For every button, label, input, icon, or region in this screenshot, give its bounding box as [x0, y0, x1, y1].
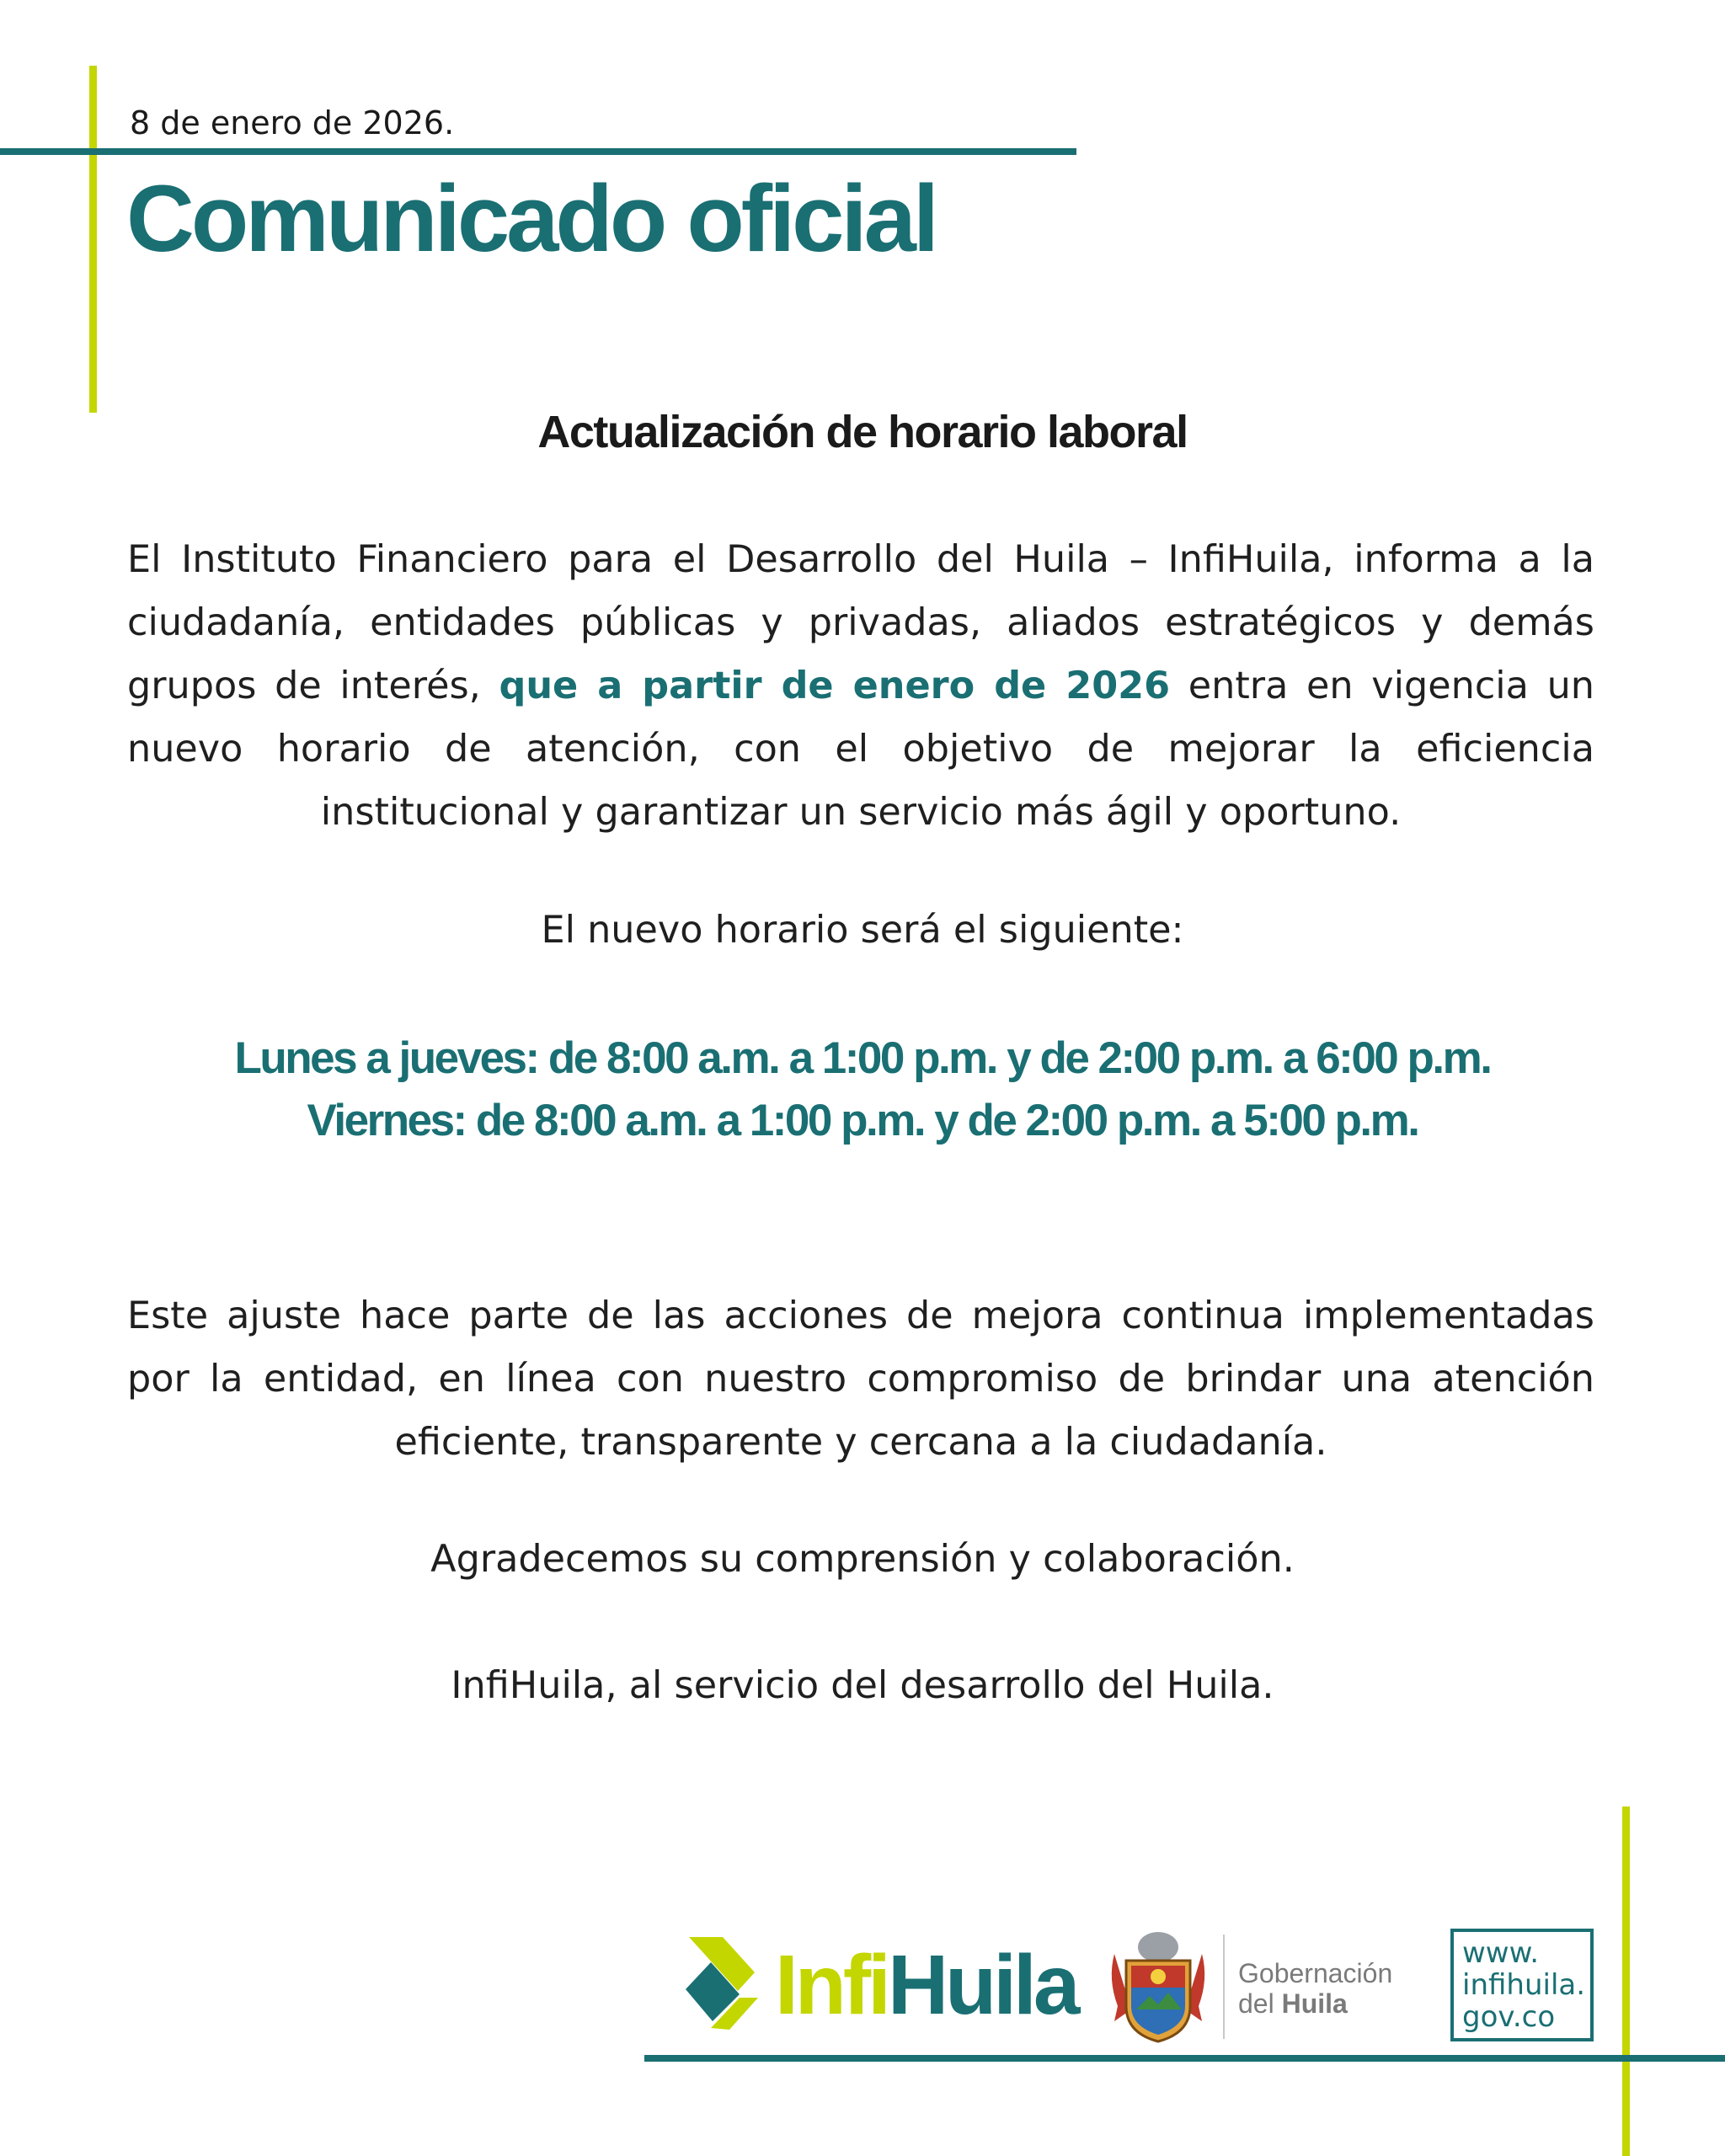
infihuila-logo-part1: Infi [775, 1938, 888, 2032]
huila-coat-of-arms-icon [1106, 1929, 1210, 2047]
schedule-line-friday: Viernes: de 8:00 a.m. a 1:00 p.m. y de 2:00 p.m. a 5:00 p.m. [307, 1096, 1418, 1145]
infihuila-logo [775, 1937, 1076, 2034]
gobernacion-logo [1238, 1958, 1392, 2019]
website-box [1450, 1929, 1594, 2041]
intro-text-before: El Instituto Financiero para el Desarrollo del Huila – InfiHuila, informa a la ciudadanía, entidades públicas y privadas, aliados estratégicos y demás grupos de interés, [127, 538, 1594, 707]
section-subtitle: Actualización de horario laboral [537, 407, 1188, 457]
thanks-line: Agradecemos su comprensión y colaboración. [430, 1538, 1295, 1581]
infihuila-logo-part2: Huila [887, 1938, 1077, 2032]
accent-horizontal-line-bottom [644, 2055, 1725, 2062]
infihuila-mark-icon [674, 1929, 766, 2038]
document-date: 8 de enero de 2026. [130, 104, 455, 141]
gobernacion-line1: Gobernación [1238, 1958, 1393, 1988]
intro-paragraph [127, 528, 1594, 844]
schedule-line-weekdays: Lunes a jueves: de 8:00 a.m. a 1:00 p.m. y de 2:00 p.m. a 6:00 p.m. [234, 1033, 1491, 1083]
closing-paragraph: Este ajuste hace parte de las acciones de mejora continua implementadas por la entidad, en línea con nuestro compromiso de brindar una atención eficiente, transparente y cercana a la ciudadanía. [127, 1294, 1594, 1464]
intro-highlight: que a partir de enero de 2026 [499, 664, 1171, 707]
accent-vertical-line-top [89, 66, 97, 413]
gobernacion-line2-bold: Huila [1281, 1988, 1348, 2019]
intro-text-after: entra en vigencia un nuevo horario de atención, con el objetivo de mejorar la eficiencia institucional y garantizar un servicio más ágil y oportuno. [127, 664, 1595, 834]
page-title: Comunicado oficial [126, 166, 936, 271]
accent-horizontal-line-top [0, 148, 1076, 155]
website-line2: infihuila. [1462, 1968, 1586, 2002]
gobernacion-line2-prefix: del [1238, 1988, 1282, 2019]
signoff-line: InfiHuila, al servicio del desarrollo del Huila. [451, 1664, 1274, 1707]
website-line1: www. [1462, 1936, 1540, 1970]
accent-vertical-line-bottom [1622, 1806, 1630, 2156]
logo-divider [1223, 1935, 1225, 2039]
gobernacion-line2 [1238, 1988, 1392, 2019]
schedule-label: El nuevo horario será el siguiente: [541, 909, 1184, 952]
website-line3: gov.co [1462, 2000, 1556, 2034]
